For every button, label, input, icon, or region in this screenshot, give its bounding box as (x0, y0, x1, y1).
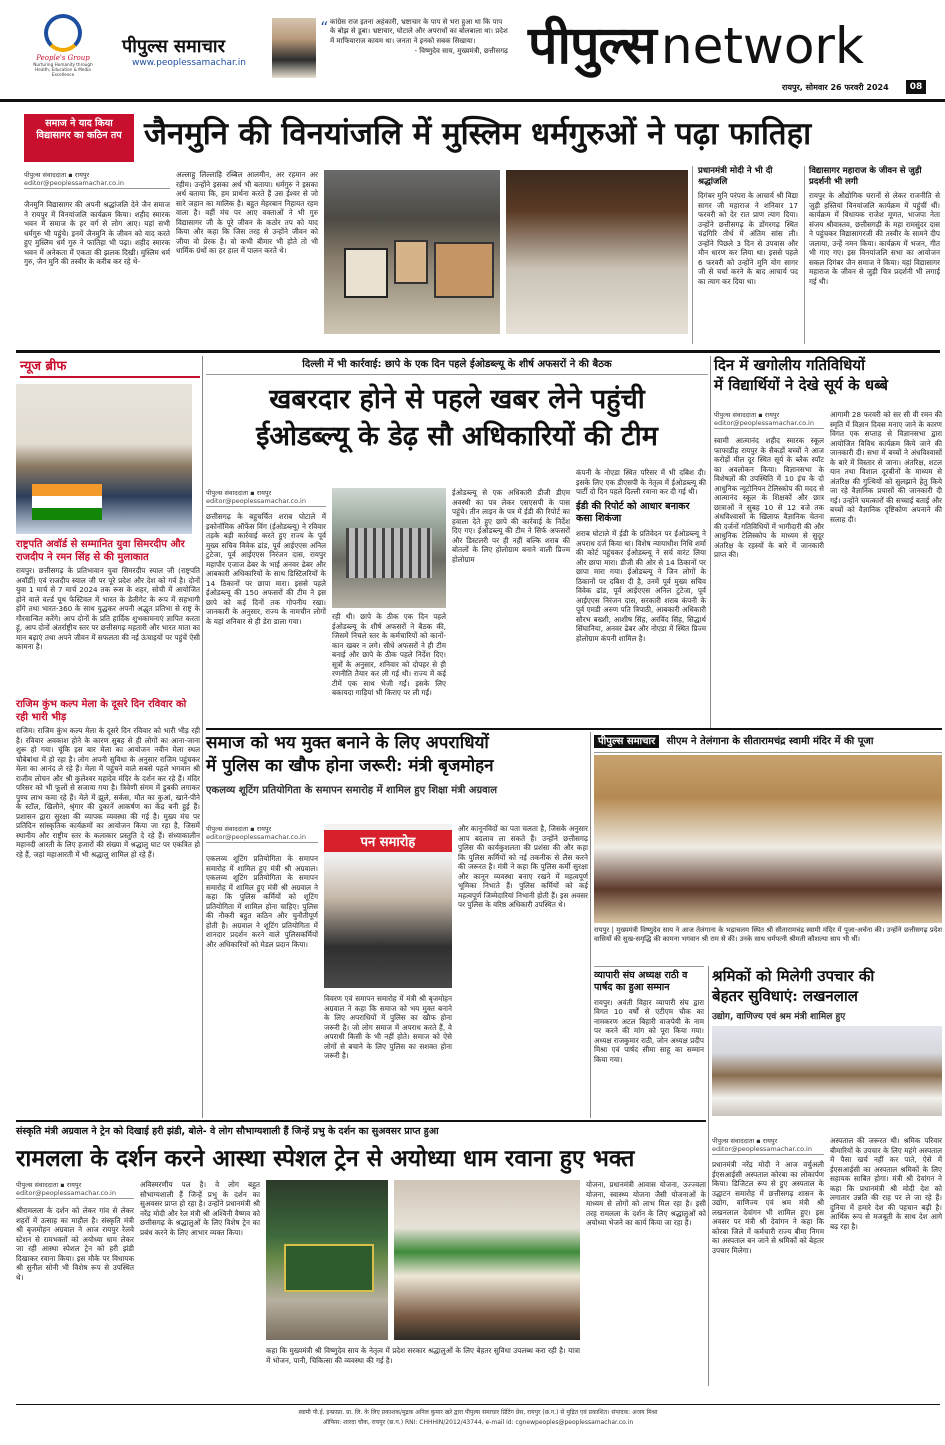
brief-text-2: राजिम। राजिम कुंभ कल्प मेला के दूसरे दिन रविवार को भारी भीड़ रही है। रविवार अवकाश होने के कारण सुबह से ही लोगों का आना-जाना शुरू हो गया। चूंकि इस बार मेला का आयोजन नवीन मेला स्थल चौबेबांधा में हो रहा है। लोग अपनी सुविधा के अनुसार राजिम पहुंचकर मेला का आनंद ले रहे हैं। मेला में पहुंचने वाले सबसे पहले भगवान श्री राजीव लोचन और श्री कुलेश्वर महादेव मंदिर के दर्शन कर रहे हैं। मंदिर परिसर को भी फूलों से सजाया गया है। त्रिवेणी संगम में डुबकी लगाकर पुण्य लाभ कमा रहे हैं। मेले में झूले, सर्कस, मौत का कुआं, खाने-पीने के स्टॉल, खिलौने, श्रृंगार की दुकानें आकर्षण का केंद्र बनी हुई हैं। प्रशासन द्वारा सुरक्षा की व्यापक व्यवस्था की गई है। मुख्य मंच पर प्रतिदिन सांस्कृतिक कार्यक्रमों का आयोजन किया जा रहा है, जिसमें स्थानीय और राष्ट्रीय स्तर के कलाकार प्रस्तुति दे रहे हैं। संध्याकालीन महानदी आरती के लिए हजारों की संख्या में श्रद्धालु घाट पर एकत्रित हो रहे हैं, जहां महाआरती में भी श्रद्धालु शामिल हो रहे हैं। (16, 726, 200, 859)
byline-email[interactable]: editor@peoplessamachar.co.in (206, 497, 306, 505)
logo-tagline: Nurturing Humanity through Health, Education & Media Excellence (33, 62, 93, 78)
labour-headline-2: बेहतर सुविधाएं: लखनलाल (712, 987, 858, 1006)
traders-text: रायपुर। अवंती विहार व्यापारी संघ द्वारा विगत 10 वर्षों से एटीएम चौक का नामकरण अटल बिहारी वाजपेयी के नाम पर करने की मांग को पूरा किया गया। अध्यक्ष राजकुमार राठी, जोन अध्यक्ष प्रदीप मिश्रा एवं पार्षद सीमा साहू का सम्मान किया गया। (594, 997, 704, 1064)
brief-head-2: राजिम कुंभ कल्प मेला के दूसरे दिन रविवार को रही भारी भीड़ (16, 699, 187, 723)
eow-byline: पीपुल्स संवाददाता ▪ रायपुर editor@peoplessamachar.co.in (206, 488, 326, 509)
page-number: 08 (906, 80, 926, 94)
eow-photo (332, 488, 446, 608)
assembly-photo (506, 170, 688, 334)
police-byline: पीपुल्स संवाददाता ▪ रायपुर editor@peoplessamachar.co.in (206, 824, 318, 845)
imprint-line-2: ऑफिस: शारदा चौक, रायपुर (छ.ग.) RNI: CHHHIN/2012/43744, e-mail id: cgnewpeoples@peoplessamachar.co.in (322, 1419, 634, 1426)
network-brand (528, 8, 938, 88)
ram-col-4: कहा कि मुख्यमंत्री श्री विष्णुदेव साय के नेतृत्व में प्रदेश सरकार श्रद्धालुओं के लिए बेहतर सुविधा उपलब्ध करा रही है। यात्रा में भोजन, पानी, चिकित्सा की व्यवस्था की गई है। (266, 1346, 580, 1365)
vertical-rule (590, 732, 591, 1118)
byline-email[interactable]: editor@peoplessamachar.co.in (714, 419, 814, 427)
eow-col-3: ईओडब्ल्यू से एक अधिकारी डीजी डीएम अवस्थी का पत्र लेकर एसएसपी के पास पहुंचे। तीन लाइन के पत्र में ईडी की रिपोर्ट का हवाला देते हुए छापे की कार्रवाई के निर्देश दिए गए। ईओडब्ल्यू की टीम ने सिर्फ अफसरों और डिस्टलरी पर ही नहीं बल्कि शराब की बोतलों के लिए होलोग्राम बनाने वाली प्रिज्म होलोग्राम (452, 488, 570, 564)
eow-col-2: रही थी। छापे के ठीक एक दिन पहले ईओडब्ल्यू के शीर्ष अफसरों ने बैठक की, जिसमें निचले स्तर के कर्मचारियों को कानों-कान खबर न लगे। सीधे अफसरों ने ही टीम बनाई और छापे के ठीक पहले निर्देश दिए। सूत्रों के अनुसार, शनिवार को दोपहर से ही रणनीति तैयार कर ली गई थी। राज्य में कई टीमें एक साथ भेजी गईं। इसके लिए बकायदा गाड़ियां भी किराए पर ली गईं। (332, 612, 446, 697)
brief-text-1: रायपुर। छत्तीसगढ़ के प्रतिभावान युवा सिमरदीप स्याल जी (राष्ट्रपति अवॉर्डी) एवं राजदीप स्याल जी पर पूरे प्रदेश और देश को गर्व है। दोनों युवा 1 मार्च से 7 मार्च 2024 तक रूस के शहर, सोची में आयोजित होने वाले वर्ल्ड यूथ फेस्टिवल में भारत के डेलीगेट के रूप में सहभागी होंगे तथा भारत-360 के साथ युद्धकर अपनी अद्भुत प्रतिभा से राष्ट्र के गौरवान्वित करेंगे। आप दोनों के प्रति हार्दिक शुभकामनाएं ज्ञापित करता हूं, आप दोनों अंतर्राष्ट्रीय स्तर पर छत्तीसगढ़ महतारी और भारत माता का मान बढ़ाएं तथा अपने जीवन में सफलता की नई ऊंचाइयों पर पहुंचें ऐसी कामना है। (16, 566, 200, 651)
brief-head-1: राष्ट्रपति अवॉर्ड से सम्मानित युवा सिमरदीप और राजदीप ने रमन सिंह से की मुलाकात (16, 539, 185, 563)
eow-col-4a: कंपनी के नोएडा स्थित परिसर में भी दबिश दी। इसके लिए एक डीएसपी के नेतृत्व में ईओडब्ल्यू की पार्टी दो दिन पहले दिल्ली रवाना कर दी गई थी। (576, 468, 706, 496)
eow-kicker: दिल्ली में भी कार्रवाई: छापे के एक दिन पहले ईओडब्ल्यू के शीर्ष अफसरों ने की बैठक (206, 356, 708, 375)
story-col-2: अल्लाहु लिल्लाहि रब्बिल आलमीन, अर रहमान अर रहीम। उन्होंने इसका अर्थ भी बताया। धर्मगुरु ने इसका अर्थ बताया कि, हम प्रार्थना करते हैं उस ईश्वर से जो सारे जहान का मालिक है। बहुत मेहरबान निहायत रहम वाला है। वहीं मंच पर आए वक्ताओं ने भी गुरु विद्यासागर जी के पूरे जीवन के कठोर तप को याद किया और कहा कि जिस तरह से उन्होंने जीवन को जीया वो प्रेरक है। वो कभी बीमार भी होते तो भी धार्मिक ग्रंथों का हर हाल में पालन करते थे। (176, 170, 318, 255)
cm-quote: कांग्रेस राज इतना अहंकारी, भ्रष्टाचार के पाप से भरा हुआ था कि पाप के बोझ से डूबा। भ्रष्टाचार, घोटाले और अपराधों का बोलबाला था। प्रदेश में माफियाराज कायम था। जनता ने इनको सबक सिखाया। - विष्णुदेव साय, मुख्यमंत्री, छत्तीसगढ़ (330, 18, 508, 56)
solar-col-1: स्वामी आत्मानंद शहीद स्मारक स्कूल फाफाडीह रायपुर के सैकड़ों बच्चों ने आज करोड़ों मील दूर स्थित सूर्य के ब्लैक स्पॉट का अवलोकन किया। विज्ञानसभा के विशेषज्ञों की उपस्थिति में 10 इंच के दो आधुनिक न्यूटोनियन टेलिस्कोप की मदद से आत्मानंद स्कूल के शिक्षकों और छात्र छात्राओं ने सुबह 10 से 12 बजे तक अंधविश्वासों के खिलाफ वैज्ञानिक चेतना की दर्जनों गतिविधियों में भागीदारी की और आधुनिक टेलिस्कोप के माध्यम से सुदूर अंतरिक्ष के रहस्यों के बारे में जानकारी प्राप्त की। (714, 436, 824, 559)
police-col-1: एकलव्य शूटिंग प्रतियोगिता के समापन समारोह में शामिल हुए मंत्री श्री अग्रवाल। एकलव्य शूटिंग प्रतियोगिता के समापन समारोह में शामिल हुए मंत्री श्री अग्रवाल ने कहा कि पुलिस कर्मियों को शूटिंग प्रतियोगिता में शामिल होना चाहिए। पुलिस की नौकरी बहुत कठिन और चुनौतीपूर्ण होती है। अग्रवाल ने शूटिंग प्रतियोगिता में शानदार प्रदर्शन करने वाले पुलिसकर्मियों और अधिकारियों को मेडल प्रदान किया। (206, 854, 318, 949)
dateline: रायपुर, सोमवार 26 फरवरी 2024 (782, 83, 889, 92)
story-kicker: समाज ने याद किया विद्यासागर का कठिन तप (24, 114, 134, 162)
temple-label (594, 732, 942, 753)
solar-headline-2: में विद्यार्थियों ने देखे सूर्य के धब्बे (714, 375, 888, 394)
solar-byline: पीपुल्स संवाददाता ▪ रायपुर editor@peoplessamachar.co.in (714, 410, 824, 431)
story-police (206, 732, 588, 1118)
police-col-2: विवरण एवं समापन समारोह में मंत्री श्री बृजमोहन अग्रवाल ने कहा कि समाज को भय मुक्त बनाने के लिए अपराधियों में पुलिस का खौफ होना जरूरी है। जो लोग समाज में अपराध करते हैं, वे अपराधी किसी के भी नहीं होते। समाज को ऐसे लोगों से बचाने के लिए पुलिस का सशक्त होना जरूरी है। (324, 994, 452, 1060)
labour-col-2: अस्पताल की जरूरत थी। श्रमिक परिवार बीमारियों के उपचार के लिए महंगे अस्पताल में पैसा खर्च नहीं कर पाते, ऐसे में ईएसआईसी का अस्पताल श्रमिकों के लिए सहायक साबित होगा। मंत्री श्री देवांगन ने कहा कि प्रधानमंत्री श्री मोदी देश को लगातार उन्नति की राह पर ले जा रहे हैं। दुनिया में हमारे देश की पहचान बढ़ी है। आर्थिक रूप से मजबूती के साथ देश आगे बढ़ रहा है। (830, 1136, 942, 1231)
side2-head: विद्यासागर महाराज के जीवन से जुड़ी प्रदर्शनी भी लगी (809, 166, 922, 188)
police-col-3: और कानूनविदों का पता चलता है, जिसके अनुसार आप बदलाव ला सकते हैं। उन्होंने छत्तीसगढ़ पुलिस की कार्यकुशलता की प्रशंसा की और कहा कि पुलिस कर्मियों को नई तकनीक से लैस करने की जरूरत है। मंत्री ने कहा कि पुलिस कर्मी सुरक्षा और कानून व्यवस्था बनाए रखने में महत्वपूर्ण भूमिका निभाते हैं। पुलिस कर्मियों को कई महत्वपूर्ण जिम्मेदारियां निभानी होती हैं। इस अवसर पर पुलिस के वरिष्ठ अधिकारी उपस्थित थे। (458, 824, 588, 909)
brief-photo (16, 384, 192, 534)
temple-photo (594, 755, 942, 923)
eow-col-4 (576, 468, 706, 724)
story-headline: जैनमुनि की विनयांजलि में मुस्लिम धर्मगुरुओं ने पढ़ा फातिहा (144, 116, 812, 152)
eow-headline-1: खबरदार होने से पहले खबर लेने पहुंची (269, 384, 645, 415)
byline-email[interactable]: editor@peoplessamachar.co.in (24, 179, 124, 187)
side-text: दिगंबर मुनि परंपरा के आचार्य श्री विद्या सागर जी महाराज ने शनिवार 17 फरवरी को देर रात प्राण त्याग दिया। उन्होंने छत्तीसगढ़ के डोंगरगढ़ स्थित चंद्रगिरि तीर्थ में अंतिम सांस ली। उन्होंने पिछले 3 दिन से उपवास और मौन धारण कर लिया था। इससे पहले 6 फरवरी को उन्होंने मुनि योग सागर जी से चर्चा करने के बाद आचार्य पद का त्याग कर दिया था। (698, 191, 798, 286)
brief-label: न्यूज ब्रीफ (20, 356, 200, 378)
masthead (0, 0, 945, 102)
side-column (692, 166, 693, 344)
byline-email[interactable]: editor@peoplessamachar.co.in (16, 1189, 116, 1197)
eow-headline-2: ईओडब्ल्यू के डेढ़ सौ अधिकारियों की टीम (256, 421, 658, 452)
quote-icon: “ (320, 18, 329, 37)
story-solar (714, 356, 942, 726)
temple-caption-head: सीएम ने तेलंगाना के सीतारामचंद्र स्वामी मंदिर में की पूजा (666, 736, 874, 747)
story-ayodhya (16, 1124, 706, 1400)
vertical-rule (708, 966, 709, 1386)
ceremony-photo (324, 824, 452, 988)
banner-text: पन समारोह (324, 830, 452, 852)
ram-headline: रामलला के दर्शन करने आस्था स्पेशल ट्रेन से अयोध्या धाम रवाना हुए भक्त (16, 1145, 635, 1172)
exhibition-photo (324, 170, 500, 334)
labour-col-1: प्रधानमंत्री नरेंद्र मोदी ने आज वर्चुअली ईएसआईसी अस्पताल कोरबा का लोकार्पण किया। डिजिटल रूप से हुए अस्पताल के उद्घाटन समारोह में छत्तीसगढ़ शासन के उद्योग, वाणिज्य एवं श्रम मंत्री श्री लखनलाल देवांगन भी शामिल हुए। इस अवसर पर मंत्री श्री देवांगन ने कहा कि कोरबा जिले में कर्मचारी राज्य बीमा निगम का अस्पताल बन जाने से श्रमिकों को बेहतर उपचार मिलेगा। (712, 1160, 824, 1255)
peoples-group-logo (28, 14, 98, 78)
website[interactable]: www.peoplessamachar.in (132, 58, 246, 68)
vertical-rule (202, 356, 203, 1118)
network-hindi: पीपुल्स (528, 16, 656, 76)
labour-subhead: उद्योग, वाणिज्य एवं श्रम मंत्री शामिल हुए (712, 1011, 846, 1022)
story-temple (594, 732, 942, 964)
cm-portrait (272, 18, 316, 78)
ram-col-3: योजना, प्रधानमंत्री आवास योजना, उज्ज्वला योजना, स्वास्थ्य योजना जैसी योजनाओं के माध्यम से लोगों को लाभ मिल रहा है। इसी तरह रामलला के दर्शन के लिए श्रद्धालुओं को अयोध्या भेजने का कार्य किया जा रहा है। (586, 1180, 706, 1227)
story-byline: पीपुल्स संवाददाता ▪ रायपुर editor@peoplessamachar.co.in (24, 170, 170, 191)
labour-photo (712, 1026, 942, 1116)
solar-col-2: आगामी 28 फरवरी को सर सी वी रमन की स्मृति में विज्ञान दिवस मनाए जाने के कारण विगत एक सप्ताह से विज्ञानसभा द्वारा आयोजित विविध कार्यक्रम किये जाने की जानकारी दी। सभा में बच्चों ने अंधविश्वासों के बारे में विस्तार से जाना। अंतरिक्ष, शटल यान तथा विशाल दूरबीनों के माध्यम से अंतरिक्ष की गुत्थियों को सुलझाने हेतु किये जा रहे वैज्ञानिक प्रयासों की जानकारी दी गई। उन्होंने चमत्कारों की सच्चाई बताई और बच्चों को वैज्ञानिक दृष्टिकोण अपनाने की सलाह दी। (830, 410, 942, 524)
story-labour (712, 966, 942, 1386)
eow-col-1: छत्तीसगढ़ के बहुचर्चित शराब घोटाले में इकोनॉमिक ऑफेंस विंग (ईओडब्ल्यू) ने रविवार तड़के बड़ी कार्रवाई करते हुए राज्य के पूर्व मुख्य सचिव विवेक ढांड, पूर्व आईएएस अनिल टुटेजा, पूर्व आईएएस निरंजन दास, रायपुर महापौर एजाज ढेबर के भाई अनवर ढेबर और आबकारी अधिकारियों के साथ डिस्टिलरियों के 14 ठिकानों पर छापा मारा। इससे पहले ईओडब्ल्यू की 150 अफसरों की टीम ने इस छापे को कई दिनों तक गोपनीय रखा। जानकारी के अनुसार, राज्य के नामचीन लोगों के यहां शनिवार से ही डेरा डाला गया। (206, 512, 326, 626)
traders-headline: व्यापारी संघ अध्यक्ष राठी व पार्षद का हुआ सम्मान (594, 970, 688, 994)
solar-headline-1: दिन में खगोलीय गतिविधियों (714, 356, 865, 374)
side-head: प्रधानमंत्री मोदी ने भी दी श्रद्धांजलि (698, 166, 773, 188)
labour-headline-1: श्रमिकों को मिलेगी उपचार की (712, 967, 875, 985)
side-box-modi (698, 166, 798, 344)
divider (16, 350, 940, 353)
flag (32, 484, 102, 520)
ram-col-1: श्रीरामलला के दर्शन को लेकर गांव से लेकर शहरों में उत्साह का माहौल है। संस्कृति मंत्री श्री बृजमोहन अग्रवाल ने आज रायपुर रेलवे स्टेशन से रामभक्तों को अयोध्या धाम लेकर जा रही आस्था स्पेशल ट्रेन को हरी झंडी दिखाकर रवाना किया। इस मौके पर विधायक श्री सुनील सोनी भी विशेष रूप से उपस्थित थे। (16, 1206, 134, 1282)
divider (206, 728, 942, 730)
temple-caption: रायपुर | मुख्यमंत्री विष्णुदेव साय ने आज तेलंगाना के भद्राचलम स्थित श्री सीतारामचंद्र स्वामी मंदिर में पूजा-अर्चना की। उन्होंने छत्तीसगढ़ प्रदेश वासियों की सुख-समृद्धि की कामना भगवान श्री राम से की। उनके साथ धर्मपत्नी श्रीमती कौशल्या साय भी थीं। (594, 926, 942, 943)
news-brief (16, 356, 200, 1118)
network-latin: network (660, 17, 864, 75)
train-photo (266, 1180, 388, 1340)
paper-name: पीपुल्स समाचार (122, 36, 225, 57)
story-jainmuni (24, 108, 942, 348)
logo-ring-icon (44, 14, 82, 52)
logo-sub: People's Group (36, 54, 90, 62)
byline-email[interactable]: editor@peoplessamachar.co.in (206, 833, 306, 841)
flag-off-photo (394, 1180, 580, 1340)
eow-subhead: ईडी की रिपोर्ट को आधार बनाकर कसा शिकंजा (576, 500, 690, 524)
ram-byline: पीपुल्स संवाददाता ▪ रायपुर editor@peoplessamachar.co.in (16, 1180, 134, 1201)
side2-text: रायपुर के औद्योगिक घरानों से लेकर राजनीति से जुड़ी हस्तियां विनयांजलि कार्यक्रम में पहुंचीं थीं। कार्यक्रम में विधायक राजेश मूणत, भाजपा नेता संजय श्रीवास्तव, छत्तीसगढ़ी के महा रामसुंदर दास ने पहुंचकर विद्यासागरजी की तस्वीर के सामने दीप जलाया, उन्हें नमन किया। कार्यक्रम में भजन, गीत भी गाए गए। इस विनयांजलि सभा का आयोजन सकल दिगंबर जैन समाज ने किया। यहां विद्यासागर महाराज के जीवन से जुड़ी चित्र प्रदर्शनी भी लगाई गई थी। (809, 191, 940, 286)
ram-col-2: अविस्मरणीय पल है। वे लोग बहुत सौभाग्यशाली हैं जिन्हें प्रभु के दर्शन का सुअवसर प्राप्त हो रहा है। उन्होंने प्रधानमंत्री श्री नरेंद्र मोदी और रेल मंत्री श्री अश्विनी वैष्णव को छत्तीसगढ़ के श्रद्धालुओं के लिए विशेष ट्रेन का प्रबंध करने के लिए आभार व्यक्त किया। (140, 1180, 260, 1237)
police-subhead: एकलव्य शूटिंग प्रतियोगिता के समापन समारोह में शामिल हुए शिक्षा मंत्री अग्रवाल (206, 784, 498, 796)
police-headline-1: समाज को भय मुक्त बनाने के लिए अपराधियों (206, 733, 489, 753)
story-traders (594, 966, 704, 1118)
police-headline-2: में पुलिस का खौफ होना जरूरी: मंत्री बृजमोहन (206, 755, 494, 776)
story-col-1: जैनमुनि विद्यासागर की अपनी श्रद्धांजलि देने जैन समाज ने रायपुर में विनयांजलि कार्यक्रम किया। शहीद स्मारक भवन में समाज के हर वर्ग से लोग आए। यहां सभी धर्मगुरु भी पहुंचे। इनमें जैनमुनि के जीवन को याद करते हुए मुस्लिम धर्म गुरु ने फातिहा भी पढ़ा। शहीद स्मारक भवन में अनेकता में एकता की झलक दिखी। मुस्लिम धर्म गुरु, जैन मुनि की तस्वीर के करीब कर रहे थे- (24, 200, 170, 266)
story-eow (206, 356, 708, 726)
vertical-rule (710, 356, 711, 728)
eow-col-4b: शराब घोटाले में ईडी के प्रतिवेदन पर ईओडब्ल्यू ने अपराध दर्ज किया था। विशेष न्यायाधीश निधि शर्मा की कोर्ट पहुंचकर ईओडब्ल्यू ने सर्च वारंट लिया और छापा मारा। डीजी की ओर से 14 ठिकानों पर छापा मारा गया। ईओडब्ल्यू ने जिन लोगों के ठिकानों पर दबिश दी है, उनमें पूर्व मुख्य सचिव विवेक ढांड, पूर्व आईएएस अनिल टुटेजा, पूर्व आईएएस निरंजन दास, सरकारी शराब कंपनी के पूर्व एमडी अरुण पति त्रिपाठी, आबकारी अधिकारी सौरभ बख्शी, आशीष सिंह, अरविंद सिंह, सिद्धार्थ सिंघानिया, अनवर ढेबर और नोएडा में स्थित प्रिज्म होलोग्राम कंपनी शामिल है। (576, 529, 706, 643)
temple-paper-label: पीपुल्स समाचार (594, 735, 659, 748)
imprint-line-1: स्वामी पी.ई. इन्फ्राप्रा. प्रा. लि. के लिए प्रकाशक/मुद्रक अनिल कुमार खरे द्वारा पीपुल्स समाचार प्रिंटिंग प्रेस, रायपुर (छ.ग.) से मुद्रित एवं प्रकाशित। संपादक: अजय मिश्रा (298, 1409, 658, 1416)
divider (16, 1120, 706, 1122)
side-box-exhibition (804, 166, 940, 344)
quote-author: - विष्णुदेव साय, मुख्यमंत्री, छत्तीसगढ़ (414, 47, 508, 56)
labour-byline: पीपुल्स संवाददाता ▪ रायपुर editor@peoplessamachar.co.in (712, 1136, 824, 1157)
imprint-footer (16, 1404, 940, 1440)
ram-kicker: संस्कृति मंत्री अग्रवाल ने ट्रेन को दिखाई हरी झंडी, बोले- वे लोग सौभाग्यशाली हैं जिन्हें प्रभु के दर्शन का सुअवसर प्राप्त हुआ (16, 1126, 439, 1137)
byline-email[interactable]: editor@peoplessamachar.co.in (712, 1145, 812, 1153)
